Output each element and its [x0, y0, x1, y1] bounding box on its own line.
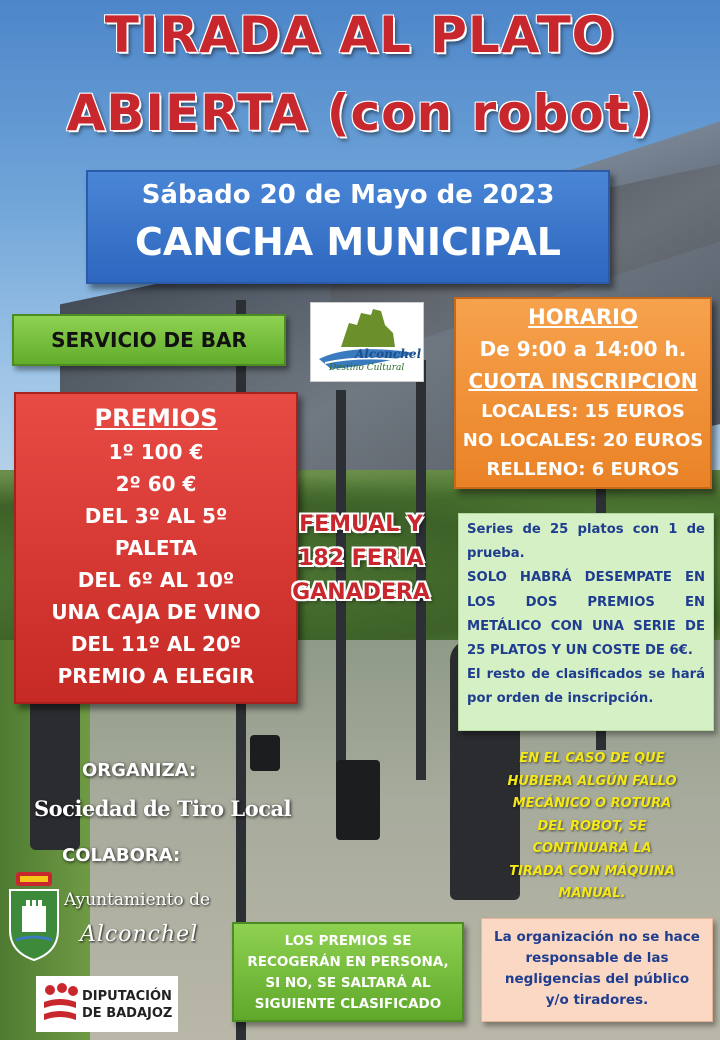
poster-title-line-1: TIRADA AL PLATO	[104, 6, 616, 64]
schedule-box	[454, 297, 712, 489]
bucket	[250, 735, 280, 771]
bucket	[336, 760, 380, 840]
prize-line: DEL 6º AL 10º	[77, 568, 235, 592]
town-name: Alconchel	[80, 922, 199, 947]
coat-of-arms-icon	[6, 872, 62, 962]
feria-label	[276, 508, 446, 610]
feria-line-3: GANADERA	[292, 580, 430, 605]
alconchel-logo	[310, 302, 424, 382]
prizes-title: PREMIOS	[94, 404, 218, 432]
note-line: HUBIERA ALGÚN FALLO	[507, 773, 677, 789]
logo-tagline: Destino Cultural	[329, 363, 405, 373]
prize-line: 1º 100 €	[108, 440, 204, 464]
prize-line: DEL 11º AL 20º	[70, 632, 242, 656]
robot-failure-note	[486, 748, 698, 906]
date-venue-box	[86, 170, 610, 284]
liability-box	[481, 918, 713, 1022]
note-line: MECÁNICO O ROTURA	[512, 796, 672, 811]
feria-line-2: 182 FERIA	[298, 546, 424, 571]
fee-title: CUOTA INSCRIPCION	[468, 369, 698, 393]
rules-order: El resto de clasificados se hará por orden de inscripción.	[467, 667, 705, 707]
liability-line: negligencias del público	[504, 971, 690, 987]
prize-line: PALETA	[114, 536, 198, 560]
rules-series: Series de 25 platos con 1 de prueba.	[467, 522, 705, 562]
note-line: EN EL CASO DE QUE	[519, 751, 665, 766]
prize-line: DEL 3º AL 5º	[84, 504, 228, 528]
fee-no-locales: NO LOCALES: 20 EUROS	[462, 430, 704, 451]
fee-locales: LOCALES: 15 EUROS	[481, 401, 685, 422]
note-line: DEL ROBOT, SE	[537, 818, 647, 834]
pickup-line: SI NO, SE SALTARÁ AL	[265, 975, 431, 991]
pickup-line: RECOGERÁN EN PERSONA,	[247, 954, 449, 970]
diputacion-line-2: DE BADAJOZ	[82, 1006, 173, 1021]
note-line: CONTINUARÁ LA	[532, 841, 652, 856]
schedule-title: HORARIO	[528, 305, 638, 329]
diputacion-line-1: DIPUTACIÓN	[82, 989, 172, 1004]
prize-line: PREMIO A ELEGIR	[57, 664, 255, 688]
pickup-line: SIGUIENTE CLASIFICADO	[254, 996, 442, 1012]
feria-line-1: FEMUAL Y	[299, 512, 423, 537]
rules-tiebreak: SOLO HABRÁ DESEMPATE EN LOS DOS PREMIOS EN METÁLICO CON UNA SERIE DE 25 PLATOS Y UN COSTE DE 6€.	[467, 570, 705, 659]
collaborator-label: COLABORA:	[62, 845, 181, 866]
bar-service-box: SERVICIO DE BAR	[12, 314, 286, 366]
prize-pickup-box	[232, 922, 464, 1022]
note-line: MANUAL.	[558, 886, 626, 901]
liability-line: responsable de las	[525, 950, 669, 966]
event-venue: CANCHA MUNICIPAL	[134, 220, 562, 264]
fee-relleno: RELLENO: 6 EUROS	[486, 459, 680, 480]
logo-name: Alconchel	[355, 347, 422, 361]
prize-line: UNA CAJA DE VINO	[51, 600, 261, 624]
organizer-name: Sociedad de Tiro Local	[34, 796, 292, 821]
prizes-box	[14, 392, 298, 704]
diputacion-logo	[36, 976, 178, 1032]
organizer-label: ORGANIZA:	[82, 760, 197, 781]
schedule-hours: De 9:00 a 14:00 h.	[479, 337, 687, 361]
liability-line: y/o tiradores.	[545, 992, 649, 1008]
liability-line: La organización no se hace	[494, 929, 700, 945]
poster-title-line-2: ABIERTA (con robot)	[66, 84, 654, 142]
pickup-line: LOS PREMIOS SE	[284, 933, 412, 949]
note-line: TIRADA CON MÁQUINA	[509, 863, 675, 879]
city-council-label: Ayuntamiento de	[64, 890, 211, 910]
event-date: Sábado 20 de Mayo de 2023	[141, 180, 555, 210]
rules-box	[458, 513, 714, 731]
diputacion-icon	[42, 982, 78, 1026]
prize-line: 2º 60 €	[115, 472, 197, 496]
